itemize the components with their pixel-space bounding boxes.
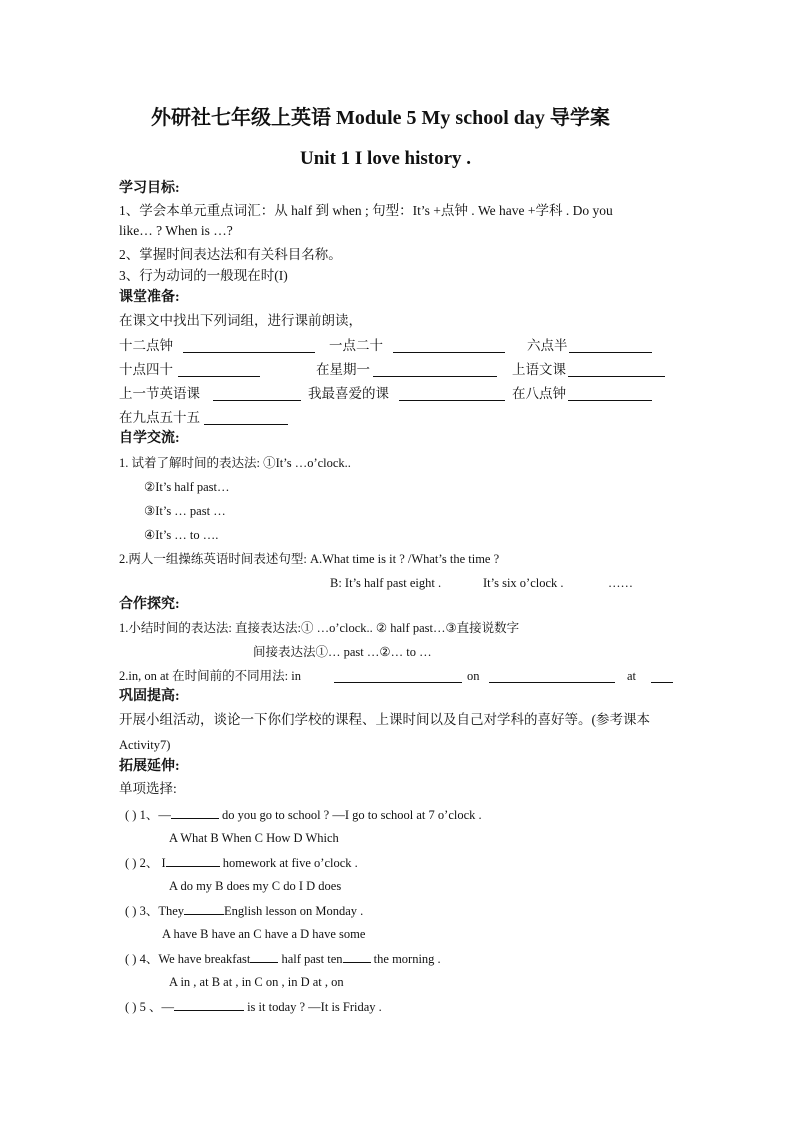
answer-blank[interactable] bbox=[489, 669, 615, 683]
answer-blank[interactable] bbox=[174, 997, 244, 1011]
summary-indirect: 间接表达法①… past …②… to … bbox=[253, 645, 432, 659]
coop-heading: 合作探究: bbox=[119, 597, 180, 612]
time-expression-3: ③It’s … past … bbox=[144, 504, 226, 518]
answer-blank[interactable] bbox=[178, 363, 260, 377]
answer-blank[interactable] bbox=[569, 339, 652, 353]
multiple-choice-intro: 单项选择: bbox=[119, 781, 177, 796]
pair-answer-ellipsis: …… bbox=[608, 576, 633, 590]
question-4-options: A in , at B at , in C on , in D at , on bbox=[169, 975, 344, 989]
summary-direct: 1.小结时间的表达法: 直接表达法:① …o’clock.. ② half past…③直接说数字 bbox=[119, 621, 520, 635]
objective-3: 3、行为动词的一般现在时(I) bbox=[119, 268, 288, 283]
prepositions-label: 2.in, on at 在时间前的不同用法: in bbox=[119, 669, 301, 683]
answer-blank[interactable] bbox=[184, 901, 224, 915]
answer-blank[interactable] bbox=[568, 387, 652, 401]
objective-1-line-a: 1、学会本单元重点词汇：从 half 到 when ; 句型：It’s +点钟 . We have +学科 . Do you bbox=[119, 203, 613, 218]
answer-blank[interactable] bbox=[334, 669, 462, 683]
pair-practice: 2.两人一组操练英语时间表述句型: A.What time is it ? /What’s the time ? bbox=[119, 552, 500, 566]
answer-blank[interactable] bbox=[393, 339, 505, 353]
phrase-favourite-lesson: 我最喜爱的课 bbox=[308, 386, 389, 401]
phrase-ten-forty: 十点四十 bbox=[119, 362, 173, 377]
question-5: ( ) 5 、— is it today ? —It is Friday . bbox=[125, 997, 382, 1016]
phrase-at-eight: 在八点钟 bbox=[512, 386, 566, 401]
time-expression-2: ②It’s half past… bbox=[144, 480, 230, 494]
phrase-chinese-class: 上语文课 bbox=[512, 362, 566, 377]
page-subtitle: Unit 1 I love history . bbox=[300, 148, 471, 169]
time-expression-4: ④It’s … to …. bbox=[144, 528, 219, 542]
answer-blank[interactable] bbox=[204, 411, 288, 425]
extend-heading: 拓展延伸: bbox=[119, 759, 180, 774]
objectives-heading: 学习目标: bbox=[119, 181, 180, 196]
objective-1-line-b: like… ? When is …? bbox=[119, 223, 233, 238]
answer-blank[interactable] bbox=[568, 363, 665, 377]
question-1: ( ) 1、— do you go to school ? —I go to school at 7 o’clock . bbox=[125, 805, 482, 824]
answer-blank[interactable] bbox=[183, 339, 315, 353]
answer-blank[interactable] bbox=[373, 363, 497, 377]
question-2-options: A do my B does my C do I D does bbox=[169, 879, 342, 893]
answer-blank[interactable] bbox=[166, 853, 220, 867]
prep-intro: 在课文中找出下列词组，进行课前朗读， bbox=[119, 313, 362, 328]
phrase-six-thirty: 六点半 bbox=[527, 338, 568, 353]
question-2: ( ) 2、 I homework at five o’clock . bbox=[125, 853, 358, 872]
question-4: ( ) 4、We have breakfast half past ten the morning . bbox=[125, 949, 441, 968]
question-3: ( ) 3、They English lesson on Monday . bbox=[125, 901, 363, 920]
answer-blank[interactable] bbox=[399, 387, 505, 401]
prep-heading: 课堂准备: bbox=[119, 290, 180, 305]
phrase-twelve-oclock: 十二点钟 bbox=[119, 338, 173, 353]
answer-blank[interactable] bbox=[343, 949, 371, 963]
pair-answer-b: It’s six o’clock . bbox=[483, 576, 564, 590]
question-3-options: A have B have an C have a D have some bbox=[162, 927, 366, 941]
group-activity-line-1: 开展小组活动，谈论一下你们学校的课程、上课时间以及自己对学科的喜好等。(参考课本 bbox=[119, 712, 650, 727]
answer-blank[interactable] bbox=[250, 949, 278, 963]
question-1-options: A What B When C How D Which bbox=[169, 831, 339, 845]
phrase-one-twenty: 一点二十 bbox=[329, 338, 383, 353]
answer-blank[interactable] bbox=[213, 387, 301, 401]
phrase-english-lesson: 上一节英语课 bbox=[119, 386, 200, 401]
prep-on-label: on bbox=[467, 669, 480, 683]
group-activity-line-2: Activity7) bbox=[119, 738, 171, 752]
consolidate-heading: 巩固提高: bbox=[119, 689, 180, 704]
time-expression-1: 1. 试着了解时间的表达法: ①It’s …o’clock.. bbox=[119, 456, 351, 470]
answer-blank[interactable] bbox=[651, 669, 673, 683]
objective-2: 2、掌握时间表达法和有关科目名称。 bbox=[119, 247, 342, 262]
phrase-nine-fifty-five: 在九点五十五 bbox=[119, 410, 200, 425]
phrase-on-monday: 在星期一 bbox=[316, 362, 370, 377]
page-title: 外研社七年级上英语 Module 5 My school day 导学案 bbox=[151, 107, 610, 129]
answer-blank[interactable] bbox=[171, 805, 219, 819]
self-study-heading: 自学交流: bbox=[119, 431, 180, 446]
prep-at-label: at bbox=[627, 669, 637, 683]
pair-answer-a: B: It’s half past eight . bbox=[330, 576, 442, 590]
